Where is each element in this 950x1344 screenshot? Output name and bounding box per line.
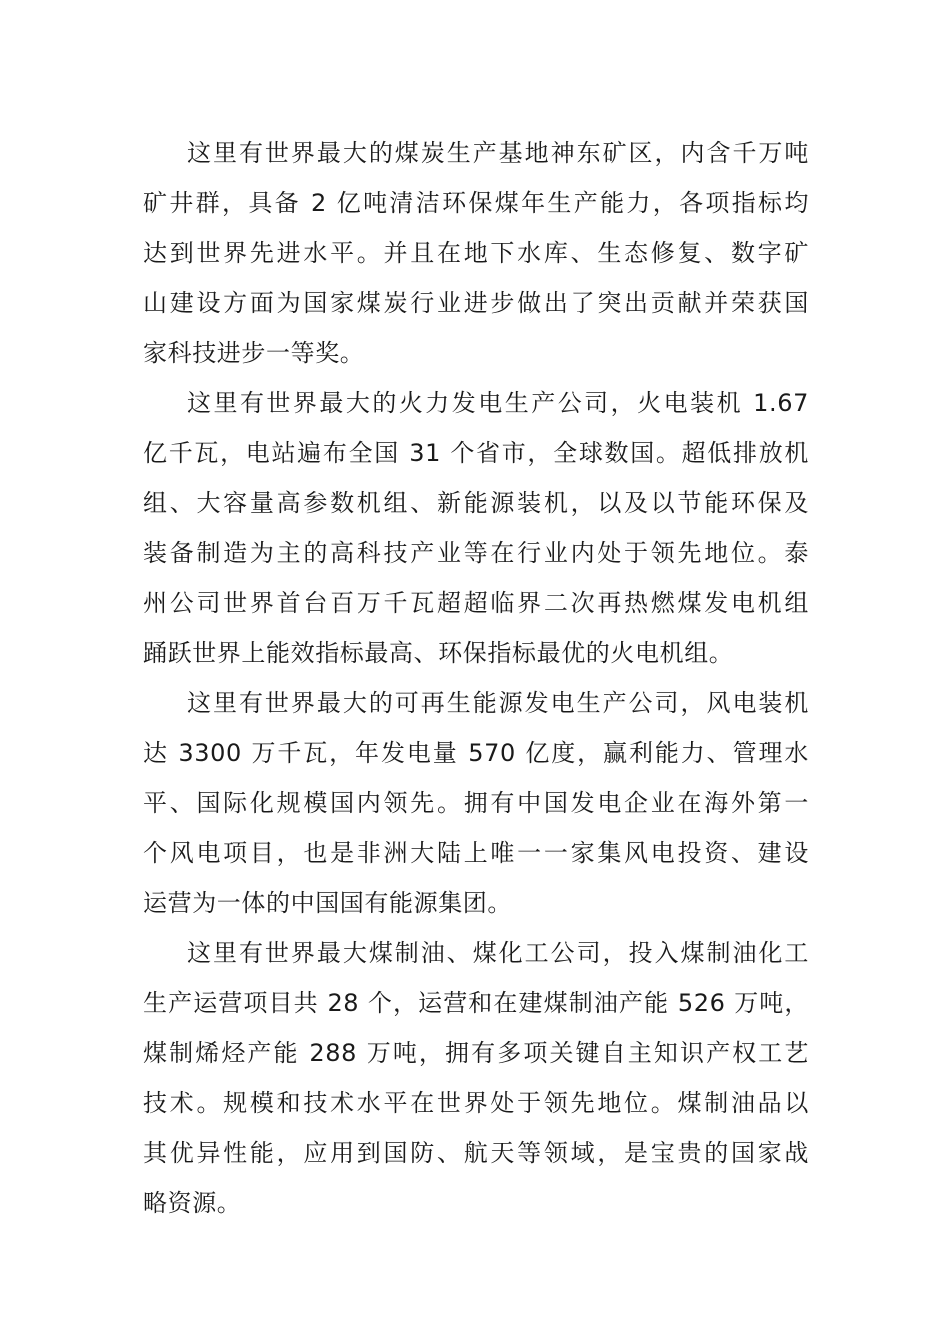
paragraph-line: 平、国际化规模国内领先。拥有中国发电企业在海外第一 — [143, 789, 809, 817]
paragraph-line: 运营为一体的中国国有能源集团。 — [143, 889, 512, 917]
paragraph-line: 踊跃世界上能效指标最高、环保指标最优的火电机组。 — [143, 639, 734, 667]
paragraph-line: 达 3300 万千瓦，年发电量 570 亿度，赢利能力、管理水 — [143, 739, 809, 767]
paragraph-line: 生产运营项目共 28 个，运营和在建煤制油产能 526 万吨， — [143, 989, 809, 1017]
paragraph-line: 其优异性能，应用到国防、航天等领域，是宝贵的国家战 — [143, 1139, 809, 1167]
paragraph-renewable-energy — [143, 678, 809, 928]
paragraph-line: 这里有世界最大的煤炭生产基地神东矿区，内含千万吨 — [187, 139, 809, 167]
paragraph-line: 家科技进步一等奖。 — [143, 339, 365, 367]
paragraph-line: 山建设方面为国家煤炭行业进步做出了突出贡献并荣获国 — [143, 289, 809, 317]
paragraph-line: 州公司世界首台百万千瓦超超临界二次再热燃煤发电机组 — [143, 589, 809, 617]
paragraph-line: 技术。规模和技术水平在世界处于领先地位。煤制油品以 — [143, 1089, 809, 1117]
paragraph-line: 装备制造为主的高科技产业等在行业内处于领先地位。泰 — [143, 539, 809, 567]
paragraph-line: 组、大容量高参数机组、新能源装机，以及以节能环保及 — [143, 489, 809, 517]
paragraph-line: 亿千瓦，电站遍布全国 31 个省市，全球数国。超低排放机 — [143, 439, 809, 467]
paragraph-line: 这里有世界最大煤制油、煤化工公司，投入煤制油化工 — [187, 939, 809, 967]
paragraph-line: 达到世界先进水平。并且在地下水库、生态修复、数字矿 — [143, 239, 809, 267]
paragraph-shendong-coal — [143, 128, 809, 378]
paragraph-line: 略资源。 — [143, 1189, 242, 1217]
paragraph-line: 矿井群，具备 2 亿吨清洁环保煤年生产能力，各项指标均 — [143, 189, 809, 217]
paragraph-line: 这里有世界最大的火力发电生产公司，火电装机 1.67 — [187, 389, 809, 417]
paragraph-line: 煤制烯烃产能 288 万吨，拥有多项关键自主知识产权工艺 — [143, 1039, 809, 1067]
paragraph-thermal-power — [143, 378, 809, 678]
paragraph-coal-to-liquids — [143, 928, 809, 1228]
paragraph-line: 个风电项目，也是非洲大陆上唯一一家集风电投资、建设 — [143, 839, 809, 867]
paragraph-line: 这里有世界最大的可再生能源发电生产公司，风电装机 — [187, 689, 809, 717]
document-body — [143, 128, 809, 1228]
